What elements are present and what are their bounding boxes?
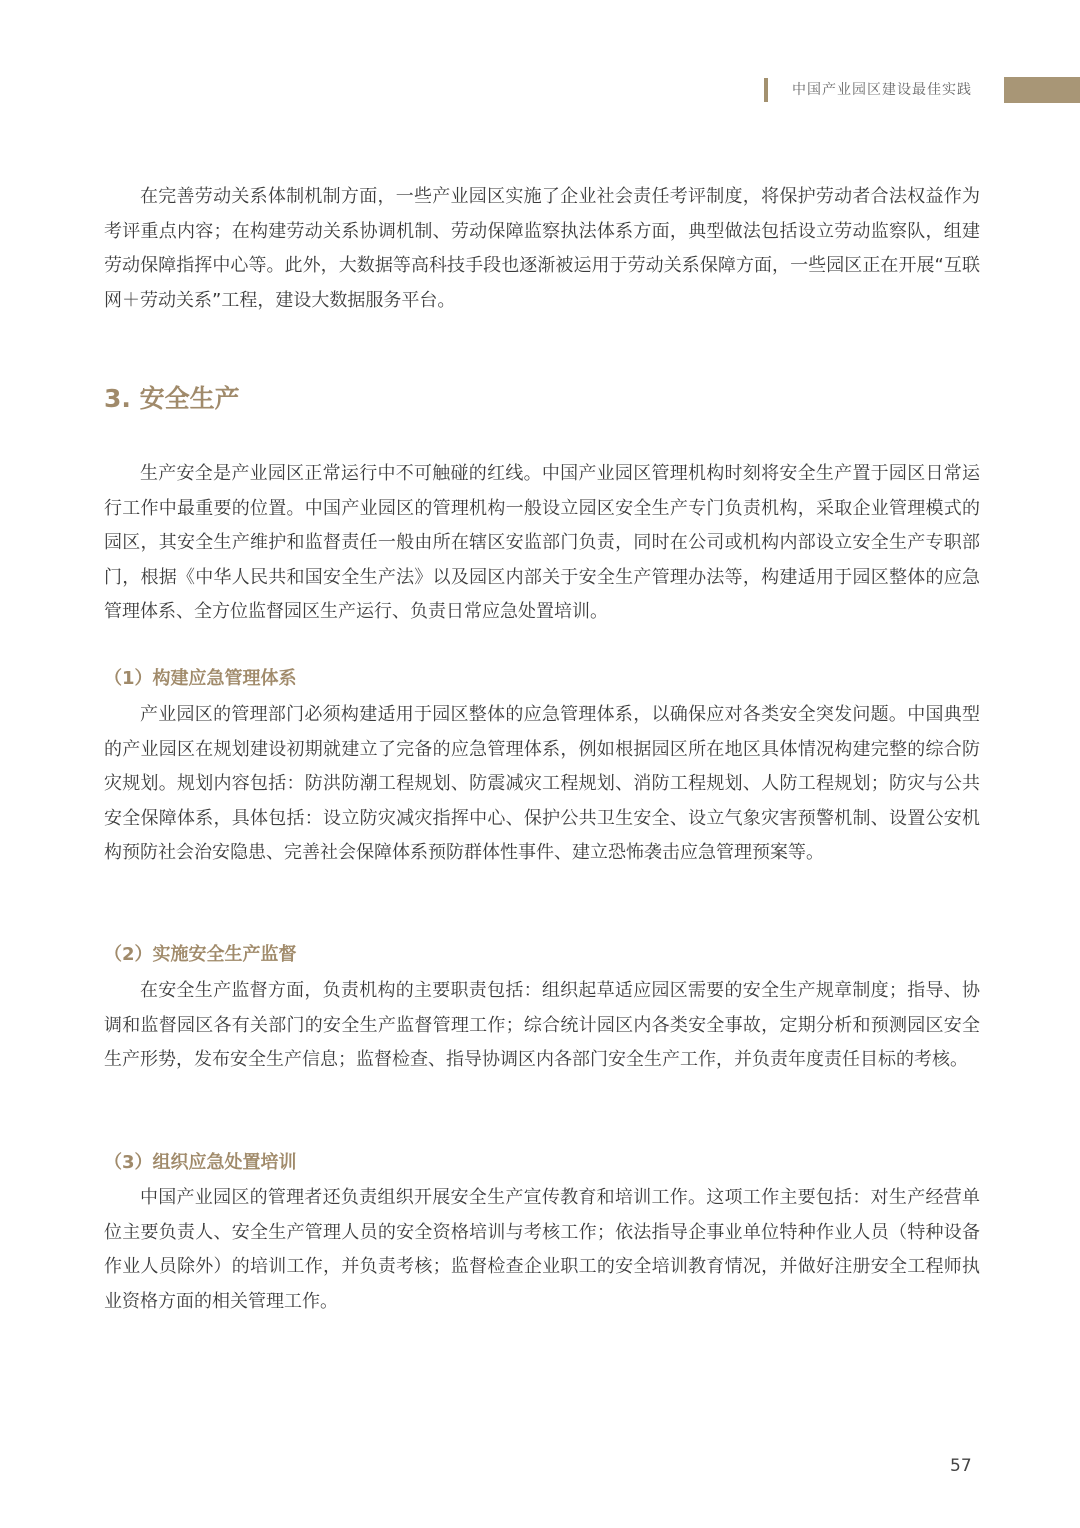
paragraph-safety-intro: 生产安全是产业园区正常运行中不可触碰的红线。中国产业园区管理机构时刻将安全生产置于园区日常运行工作中最重要的位置。中国产业园区的管理机构一般设立园区安全生产专门负责机构，采取企业管理模式的园区，其安全生产维护和监督责任一般由所在辖区安监部门负责，同时在公司或机构内部设立安全生产专职部门，根据《中华人民共和国安全生产法》以及园区内部关于安全生产管理办法等，构建适用于园区整体的应急管理体系、全方位监督园区生产运行、负责日常应急处置培训。 — [104, 463, 980, 622]
subheading-safety-supervision: （2）实施安全生产监督 — [104, 944, 297, 965]
section-heading-safety: 3. 安全生产 — [104, 384, 240, 413]
header-color-block — [1004, 77, 1080, 103]
paragraph-labor-relations: 在完善劳动关系体制机制方面，一些产业园区实施了企业社会责任考评制度，将保护劳动者合法权益作为考评重点内容；在构建劳动关系协调机制、劳动保障监察执法体系方面，典型做法包括设立劳动监察队，组建劳动保障指挥中心等。此外，大数据等高科技手段也逐渐被运用于劳动关系保障方面，一些园区正在开展“互联网＋劳动关系”工程，建设大数据服务平台。 — [104, 186, 980, 311]
running-header-title: 中国产业园区建设最佳实践 — [792, 82, 972, 98]
paragraph-emergency-management: 产业园区的管理部门必须构建适用于园区整体的应急管理体系，以确保应对各类安全突发问题。中国典型的产业园区在规划建设初期就建立了完备的应急管理体系，例如根据园区所在地区具体情况构建完整的综合防灾规划。规划内容包括：防洪防潮工程规划、防震减灾工程规划、消防工程规划、人防工程规划；防灾与公共安全保障体系，具体包括：设立防灾减灾指挥中心、保护公共卫生安全、设立气象灾害预警机制、设置公安机构预防社会治安隐患、完善社会保障体系预防群体性事件、建立恐怖袭击应急管理预案等。 — [104, 704, 980, 863]
subheading-emergency-training: （3）组织应急处置培训 — [104, 1152, 297, 1173]
paragraph-safety-supervision: 在安全生产监督方面，负责机构的主要职责包括：组织起草适应园区需要的安全生产规章制度；指导、协调和监督园区各有关部门的安全生产监督管理工作；综合统计园区内各类安全事故，定期分析和预测园区安全生产形势，发布安全生产信息；监督检查、指导协调区内各部门安全生产工作，并负责年度责任目标的考核。 — [104, 980, 980, 1070]
paragraph-emergency-training: 中国产业园区的管理者还负责组织开展安全生产宣传教育和培训工作。这项工作主要包括：对生产经营单位主要负责人、安全生产管理人员的安全资格培训与考核工作；依法指导企事业单位特种作业人员（特种设备作业人员除外）的培训工作，并负责考核；监督检查企业职工的安全培训教育情况，并做好注册安全工程师执业资格方面的相关管理工作。 — [104, 1187, 980, 1312]
header-accent-bar — [764, 78, 768, 102]
subheading-emergency-management: （1）构建应急管理体系 — [104, 668, 297, 689]
page-number: 57 — [950, 1456, 972, 1476]
